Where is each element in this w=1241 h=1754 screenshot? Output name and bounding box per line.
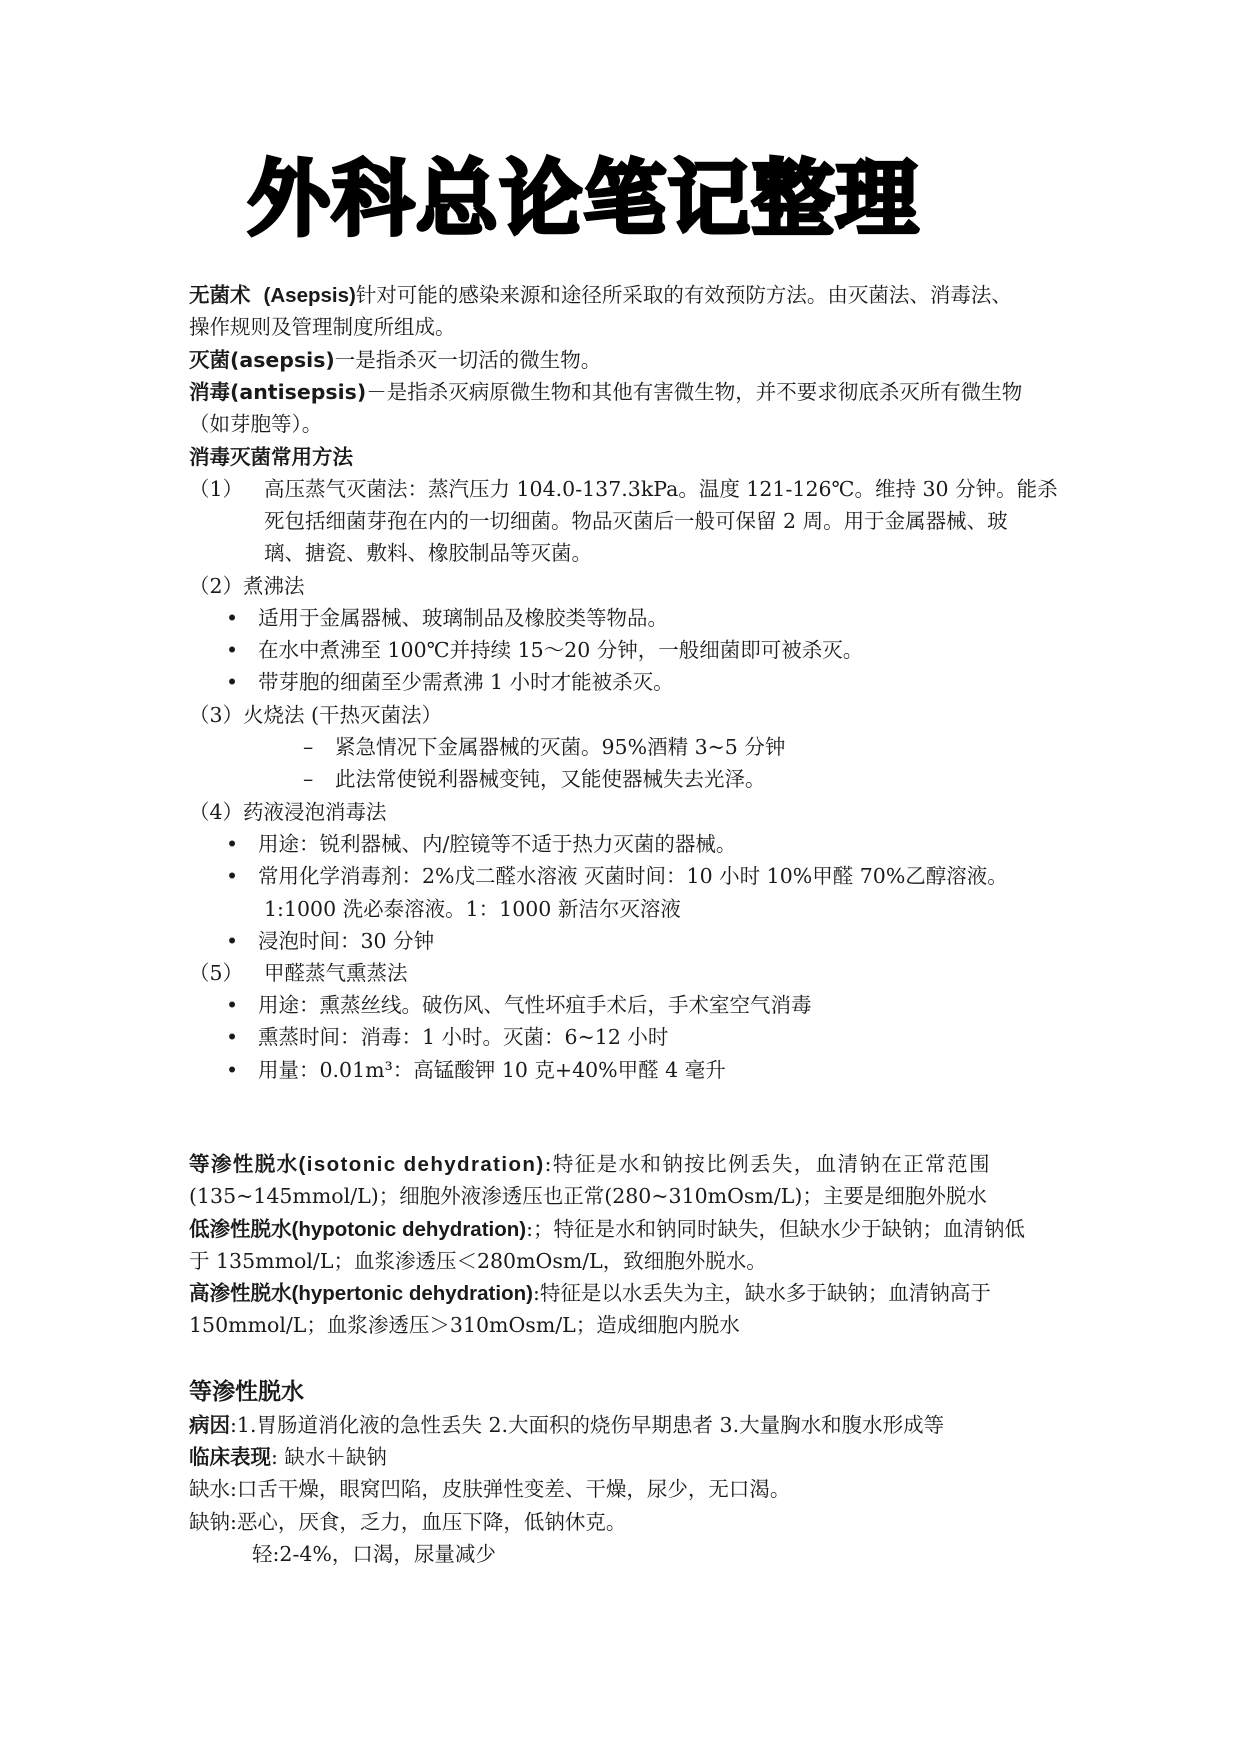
isotonic-term-en: (isotonic dehydration): [298, 1153, 545, 1176]
clinical-label: 临床表现: [189, 1445, 271, 1469]
asepsis-definition: [189, 279, 1059, 312]
method-1-line-3: 璃、搪瓷、敷料、橡胶制品等灭菌。: [264, 541, 592, 565]
method-1-line-1: [189, 473, 1059, 505]
isotonic-text-1: :特征是水和钠按比例丢失，血清钠在正常范围: [544, 1152, 991, 1176]
asepsis-term: 无菌术: [189, 283, 251, 307]
method-3-item-1-text: 紧急情况下金属器械的灭菌。95%酒精 3~5 分钟: [335, 735, 786, 759]
disinfection-text-1: －是指杀灭病原微生物和其他有害微生物，并不要求彻底杀灭所有微生物: [366, 380, 1023, 404]
hypertonic-definition: [189, 1277, 1059, 1310]
method-2-heading: （2）煮沸法: [189, 574, 305, 598]
bullet-icon: •: [226, 606, 239, 630]
dash-icon: –: [303, 735, 314, 759]
method-2-bullet-2: [226, 634, 1096, 666]
asepsis-text-1: 针对可能的感染来源和途径所采取的有效预防方法。由灭菌法、消毒法、: [355, 283, 1012, 307]
method-4-bullet-2-text: 常用化学消毒剂：2%戊二醛水溶液 灭菌时间：10 小时 10%甲醛 70%乙醇溶液。: [258, 864, 1008, 888]
cause-text: :1.胃肠道消化液的急性丢失 2.大面积的烧伤早期患者 3.大量胸水和腹水形成等: [230, 1413, 945, 1437]
bullet-icon: •: [226, 1058, 239, 1082]
hypertonic-definition-cont: 150mmol/L；血浆渗透压＞310mOsm/L；造成细胞内脱水: [189, 1313, 740, 1337]
method-5-heading-text: 甲醛蒸气熏蒸法: [264, 961, 408, 985]
hypotonic-definition: [189, 1213, 1059, 1246]
methods-heading: 消毒灭菌常用方法: [189, 445, 353, 469]
isotonic-definition: [189, 1148, 1059, 1181]
method-4-bullet-3: [226, 925, 1096, 957]
hypertonic-term-en: (hypertonic dehydration): [291, 1282, 533, 1305]
cause-label: 病因: [189, 1413, 230, 1437]
method-4-bullet-2-cont: 1:1000 洗必泰溶液。1：1000 新洁尔灭溶液: [264, 897, 681, 921]
bullet-icon: •: [226, 832, 239, 856]
method-5-marker: （5）: [189, 961, 244, 985]
mild-line: 轻:2-4%，口渴，尿量减少: [252, 1542, 496, 1566]
hypertonic-term: 高渗性脱水: [189, 1281, 292, 1305]
method-3-item-2: [303, 763, 1173, 795]
page-title: 外科总论笔记整理: [248, 152, 921, 247]
sodium-loss-line: 缺钠:恶心，厌食，乏力，血压下降，低钠休克。: [189, 1510, 627, 1534]
bullet-icon: •: [226, 929, 239, 953]
disinfection-definition-cont: （如芽胞等）。: [189, 412, 323, 436]
method-5-heading: [189, 957, 1059, 989]
sterilization-definition: [189, 344, 1059, 376]
bullet-icon: •: [226, 864, 239, 888]
method-4-bullet-3-text: 浸泡时间：30 分钟: [258, 929, 435, 953]
cause-line: [189, 1409, 1059, 1441]
method-5-bullet-2-text: 熏蒸时间：消毒：1 小时。灭菌：6~12 小时: [258, 1025, 669, 1049]
water-loss-line: 缺水:口舌干燥，眼窝凹陷，皮肤弹性变差、干燥，尿少，无口渴。: [189, 1477, 791, 1501]
hypotonic-term-en: (hypotonic dehydration): [291, 1218, 527, 1241]
hypotonic-definition-cont: 于 135mmol/L；血浆渗透压＜280mOsm/L，致细胞外脱水。: [189, 1249, 767, 1273]
method-3-item-2-text: 此法常使锐利器械变钝，又能使器械失去光泽。: [335, 767, 766, 791]
method-3-heading: （3）火烧法 (干热灭菌法）: [189, 703, 443, 727]
method-1-marker: （1）: [189, 477, 244, 501]
clinical-line: [189, 1441, 1059, 1473]
clinical-text: : 缺水＋缺钠: [271, 1445, 387, 1469]
isotonic-term: 等渗性脱水: [189, 1152, 299, 1176]
isotonic-section-heading: 等渗性脱水: [189, 1379, 304, 1405]
method-4-bullet-1: [226, 828, 1096, 860]
bullet-icon: •: [226, 1025, 239, 1049]
sterilization-text: 一是指杀灭一切活的微生物。: [334, 348, 602, 372]
bullet-icon: •: [226, 993, 239, 1017]
isotonic-definition-cont: (135~145mmol/L)；细胞外液渗透压也正常(280~310mOsm/L)；主要是细胞外脱水: [189, 1184, 987, 1208]
method-2-bullet-1-text: 适用于金属器械、玻璃制品及橡胶类等物品。: [258, 606, 668, 630]
method-1-line-2: 死包括细菌芽孢在内的一切细菌。物品灭菌后一般可保留 2 周。用于金属器械、玻: [264, 509, 1008, 533]
method-5-bullet-1: [226, 989, 1096, 1021]
method-3-item-1: [303, 731, 1173, 763]
method-4-bullet-1-text: 用途：锐利器械、内/腔镜等不适于热力灭菌的器械。: [258, 832, 737, 856]
hypertonic-text-1: :特征是以水丢失为主，缺水多于缺钠；血清钠高于: [532, 1281, 991, 1305]
hypotonic-term: 低渗性脱水: [189, 1217, 292, 1241]
method-4-bullet-2: [226, 860, 1096, 892]
method-5-bullet-3: [226, 1054, 1096, 1086]
method-4-heading: （4）药液浸泡消毒法: [189, 800, 387, 824]
hypotonic-text-1: :；特征是水和钠同时缺失，但缺水少于缺钠；血清钠低: [526, 1217, 1026, 1241]
bullet-icon: •: [226, 638, 239, 662]
method-2-bullet-3: [226, 666, 1096, 698]
method-5-bullet-2: [226, 1021, 1096, 1053]
method-2-bullet-1: [226, 602, 1096, 634]
disinfection-definition: [189, 376, 1059, 408]
asepsis-definition-cont: 操作规则及管理制度所组成。: [189, 315, 456, 339]
method-5-bullet-3-text: 用量：0.01m³：高锰酸钾 10 克+40%甲醛 4 毫升: [258, 1058, 726, 1082]
asepsis-term-en: (Asepsis): [263, 284, 356, 307]
disinfection-term: 消毒(antisepsis): [189, 380, 367, 404]
sterilization-term: 灭菌(asepsis): [189, 348, 335, 372]
method-2-bullet-2-text: 在水中煮沸至 100℃并持续 15～20 分钟，一般细菌即可被杀灭。: [258, 638, 864, 662]
dash-icon: –: [303, 767, 314, 791]
bullet-icon: •: [226, 670, 239, 694]
method-1-text-1: 高压蒸气灭菌法：蒸汽压力 104.0-137.3kPa。温度 121-126℃。维持 30 分钟。能杀: [264, 477, 1058, 501]
method-2-bullet-3-text: 带芽胞的细菌至少需煮沸 1 小时才能被杀灭。: [258, 670, 674, 694]
method-5-bullet-1-text: 用途：熏蒸丝线。破伤风、气性坏疽手术后，手术室空气消毒: [258, 993, 812, 1017]
